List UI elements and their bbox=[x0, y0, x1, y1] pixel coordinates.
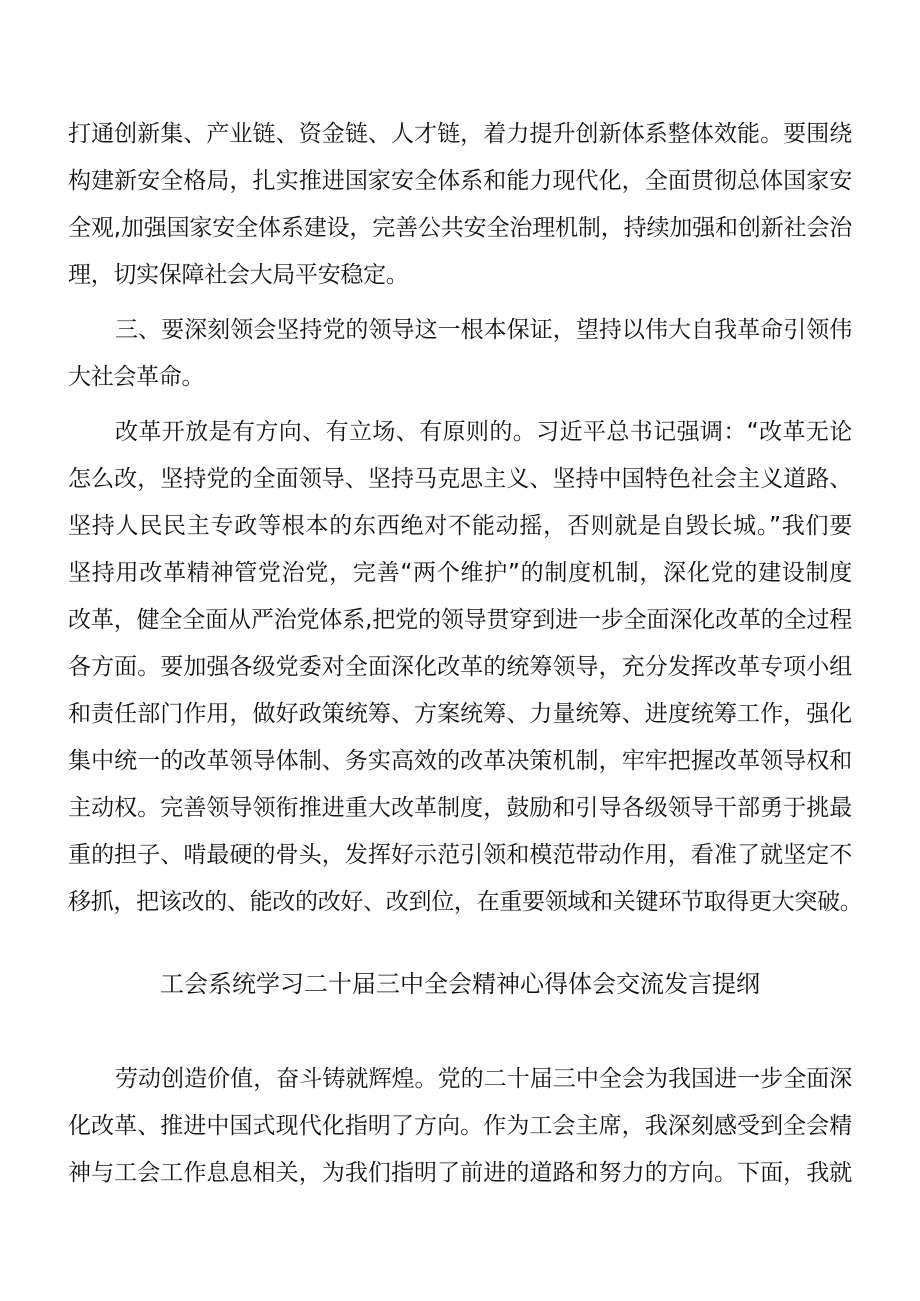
text-line: 移抓，把该改的、能改的改好、改到位，在重要领域和关键环节取得更大突破。 bbox=[68, 889, 863, 915]
text-line: 改革，健全全面从严治党体系,把党的领导贯穿到进一步全面深化改革的全过程 bbox=[68, 607, 852, 633]
text-line: 和责任部门作用，做好政策统筹、方案统筹、力量统筹、进度统筹工作，强化 bbox=[68, 701, 852, 727]
text-line: 神与工会工作息息相关，为我们指明了前进的道路和努力的方向。下面，我就 bbox=[68, 1160, 852, 1186]
text-line: 劳动创造价值，奋斗铸就辉煌。党的二十届三中全会为我国进一步全面深 bbox=[115, 1066, 852, 1092]
text-line: 全观,加强国家安全体系建设，完善公共安全治理机制，持续加强和创新社会治 bbox=[68, 215, 852, 241]
document-title: 工会系统学习二十届三中全会精神心得体会交流发言提纲 bbox=[160, 970, 760, 998]
text-line: 打通创新集、产业链、资金链、人才链，着力提升创新体系整体效能。要围绕 bbox=[68, 121, 852, 147]
text-line: 怎么改，坚持党的全面领导、坚持马克思主义、坚持中国特色社会主义道路、 bbox=[68, 466, 852, 492]
text-line: 主动权。完善领导领衔推进重大改革制度，鼓励和引导各级领导干部勇于挑最 bbox=[68, 795, 852, 821]
section-heading-line: 大社会革命。 bbox=[68, 364, 205, 390]
text-line: 各方面。要加强各级党委对全面深化改革的统筹领导，充分发挥改革专项小组 bbox=[68, 654, 852, 680]
text-line: 重的担子、啃最硬的骨头，发挥好示范引领和模范带动作用，看准了就坚定不 bbox=[68, 842, 852, 868]
section-heading-line: 三、要深刻领会坚持党的领导这一根本保证，望持以伟大自我革命引领伟 bbox=[115, 317, 852, 343]
text-line: 理，切实保障社会大局平安稳定。 bbox=[68, 262, 409, 288]
text-line: 化改革、推进中国式现代化指明了方向。作为工会主席，我深刻感受到全会精 bbox=[68, 1113, 852, 1139]
text-line: 坚持人民民主专政等根本的东西绝对不能动摇，否则就是自毁长城。”我们要 bbox=[68, 513, 852, 539]
text-line: 集中统一的改革领导体制、务实高效的改革决策机制，牢牢把握改革领导权和 bbox=[68, 748, 852, 774]
text-line: 改革开放是有方向、有立场、有原则的。习近平总书记强调：“改革无论 bbox=[115, 419, 852, 445]
text-line: 坚持用改革精神管党治党，完善“两个维护”的制度机制，深化党的建设制度 bbox=[68, 560, 852, 586]
text-line: 构建新安全格局，扎实推进国家安全体系和能力现代化，全面贯彻总体国家安 bbox=[68, 168, 852, 194]
